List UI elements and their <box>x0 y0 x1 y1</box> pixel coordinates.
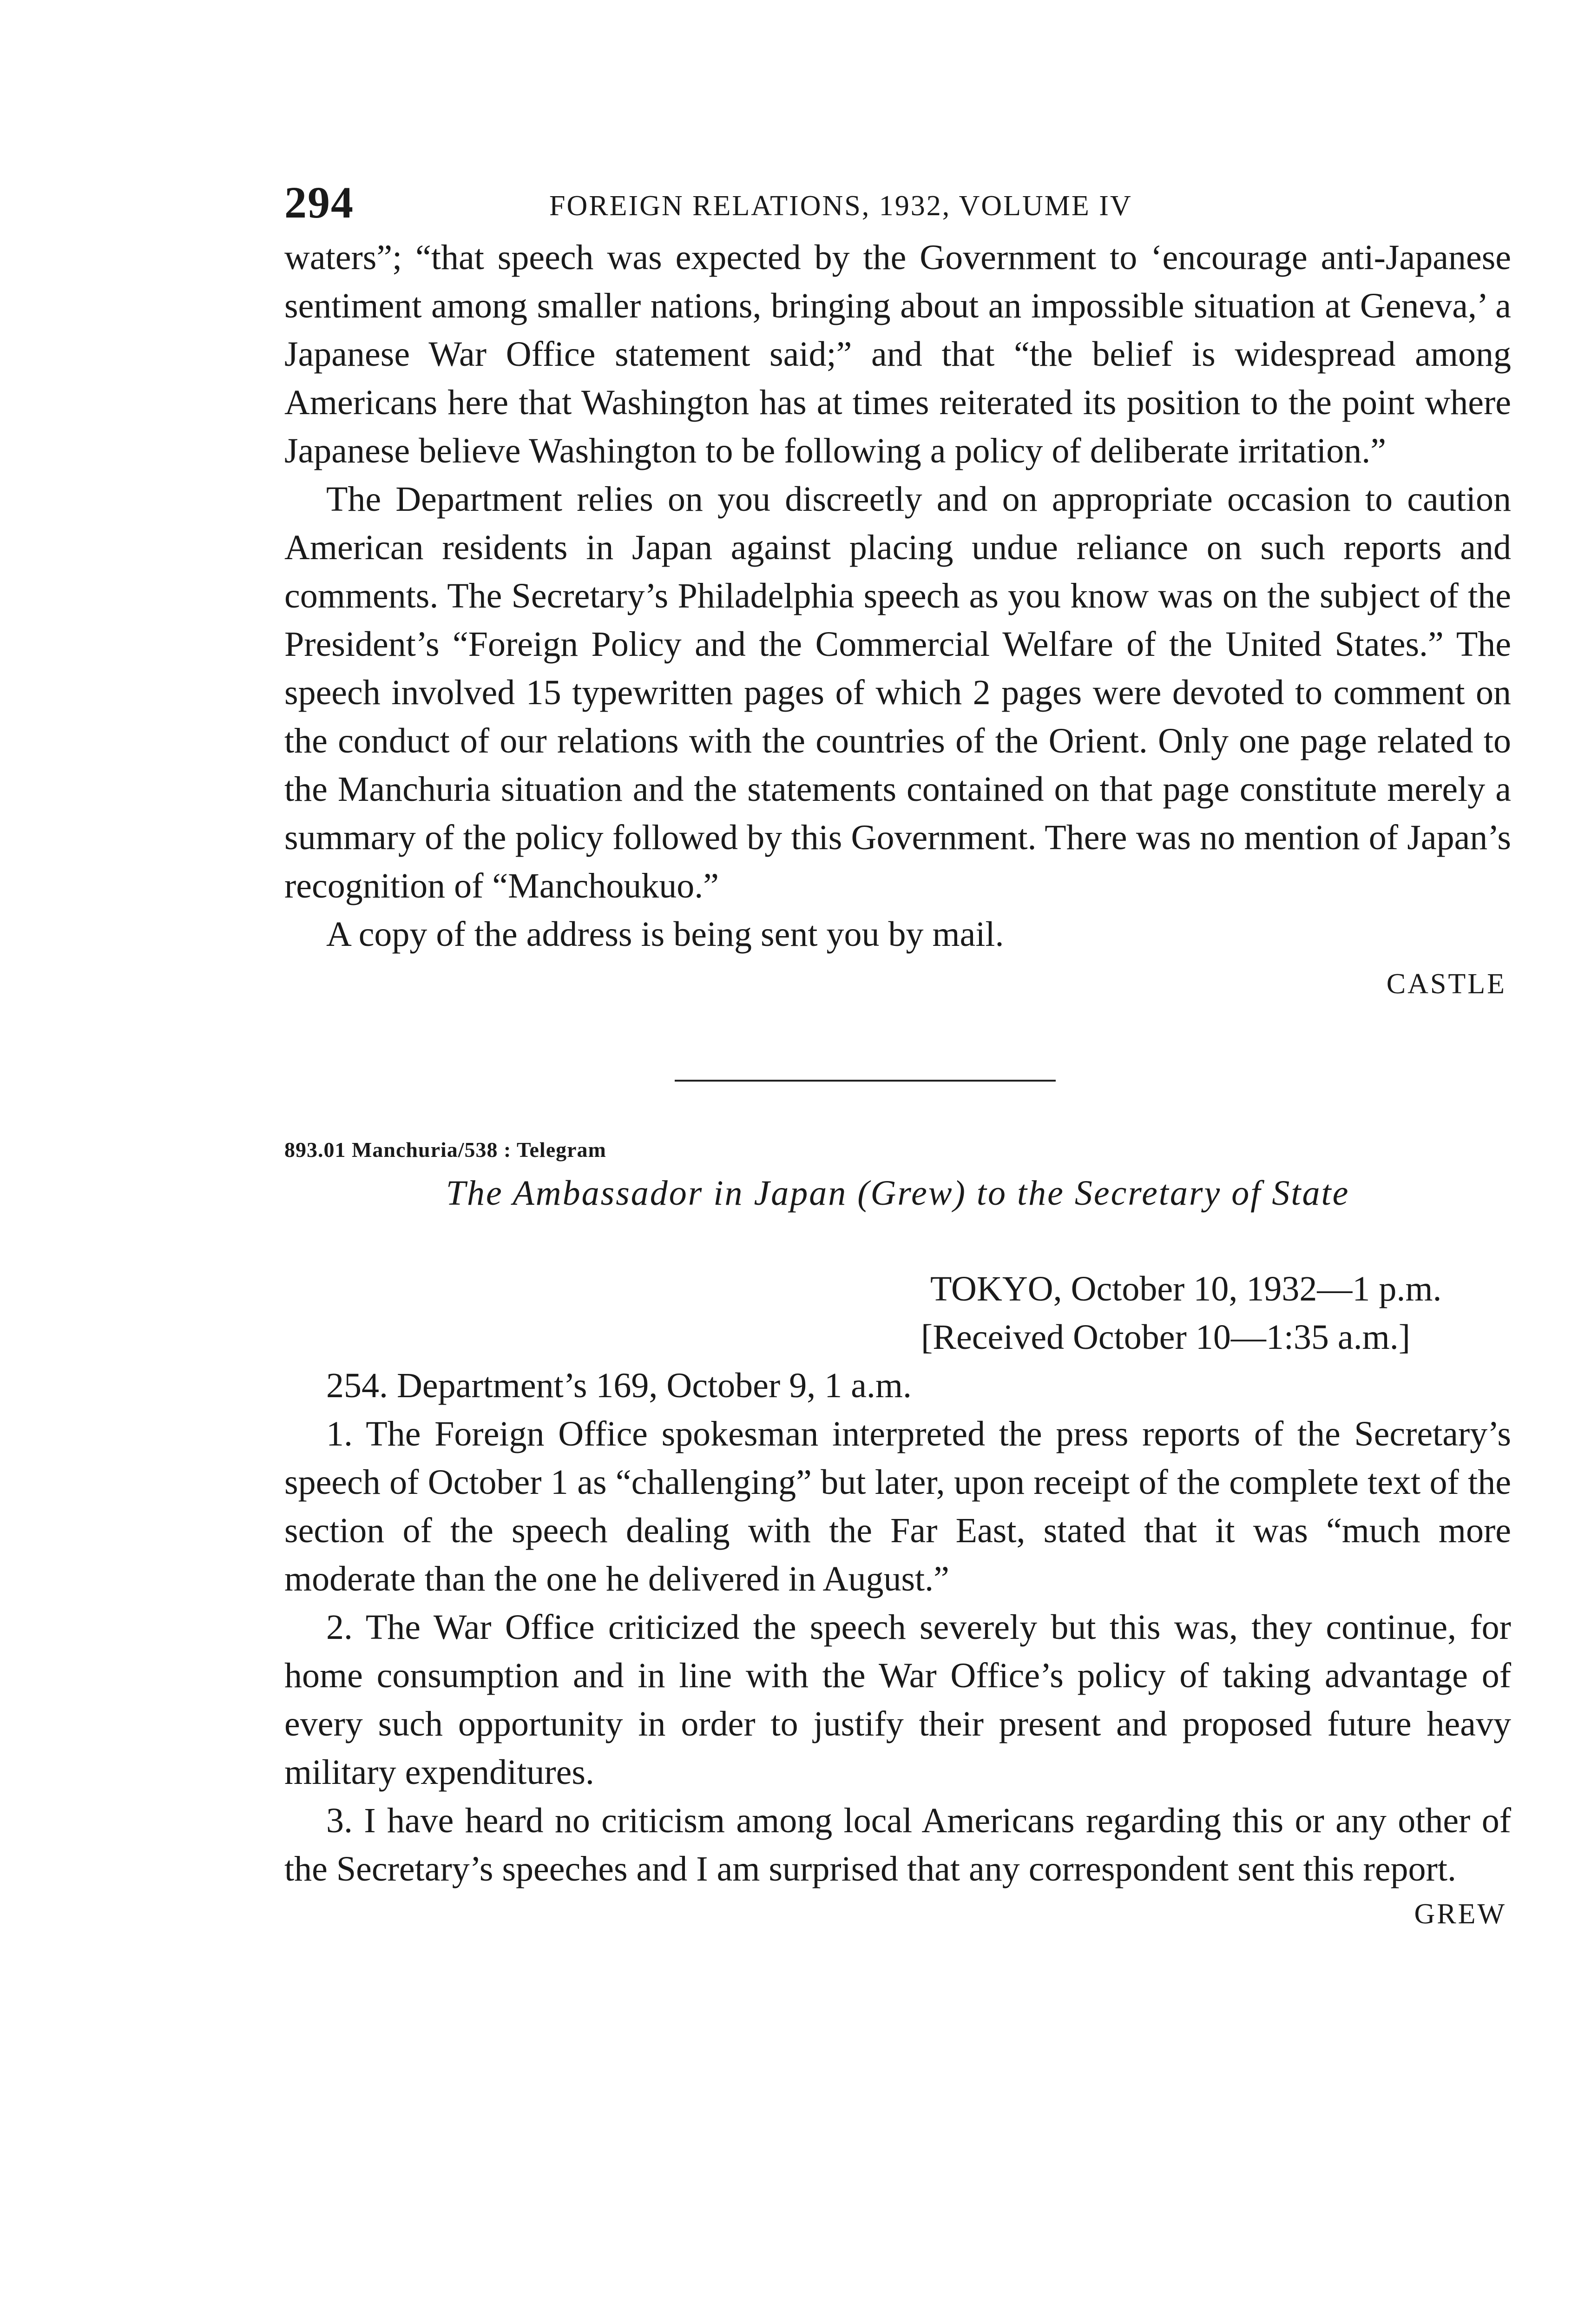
dateline-block <box>284 1265 1511 1361</box>
paragraph: The Department relies on you discreetly and on appropriate occasion to caution American residents in Japan against placing undue reliance on such reports and comments. The Secretary’s Philadelphia speech as you know was on the subject of the President’s “Foreign Policy and the Commercial Welfare of the United States.” The speech involved 15 typewritten pages of which 2 pages were devoted to comment on the conduct of our relations with the countries of the Orient. Only one page related to the Manchuria situation and the statements contained on that page constitute merely a summary of the policy followed by this Government. There was no mention of Japan’s recognition of “Manchoukuo.” <box>284 480 1511 905</box>
paragraph: 2. The War Office criticized the speech severely but this was, they continue, for home consumption and in line with the War Office’s policy of taking advantage of every such opportunity in order to justify their present and proposed future heavy military expenditures. <box>284 1608 1511 1792</box>
section-divider <box>675 1080 1056 1082</box>
file-reference: 893.01 Manchuria/538 : Telegram <box>284 1138 606 1162</box>
signature-castle: CASTLE <box>1386 968 1506 1000</box>
paragraph: 1. The Foreign Office spokesman interpreted the press reports of the Secretary’s speech of October 1 as “challenging” but later, upon receipt of the complete text of the section of the speech dealing with the Far East, stated that it was “much more moderate than the one he delivered in August.” <box>284 1414 1511 1598</box>
section-grew-telegram <box>284 1137 1511 1931</box>
paragraph: 3. I have heard no criticism among local Americans regarding this or any other of the Secretary’s speeches and I am surprised that any correspondent sent this report. <box>284 1801 1511 1888</box>
section-castle-letter <box>284 233 1511 1001</box>
dateline: TOKYO, October 10, 1932—1 p.m. <box>930 1269 1442 1308</box>
received-line: [Received October 10—1:35 a.m.] <box>921 1318 1411 1357</box>
paragraph: waters”; “that speech was expected by the Government to ‘encourage anti-Japanese sentiment among smaller nations, bringing about an impossible situation at Geneva,’ a Japanese War Office statement said;” and that “the belief is widespread among Americans here that Washington has at times reiterated its position to the point where Japanese believe Washington to be following a policy of deliberate irritation.” <box>284 238 1511 470</box>
running-head <box>284 172 1511 228</box>
document-title: The Ambassador in Japan (Grew) to the Secretary of State <box>446 1174 1350 1213</box>
document-page <box>284 172 1511 1931</box>
paragraph: 254. Department’s 169, October 9, 1 a.m. <box>326 1366 912 1405</box>
running-title: FOREIGN RELATIONS, 1932, VOLUME IV <box>549 190 1132 222</box>
signature-grew: GREW <box>1414 1898 1506 1930</box>
page-number: 294 <box>284 178 354 227</box>
paragraph: A copy of the address is being sent you by mail. <box>326 915 1004 954</box>
